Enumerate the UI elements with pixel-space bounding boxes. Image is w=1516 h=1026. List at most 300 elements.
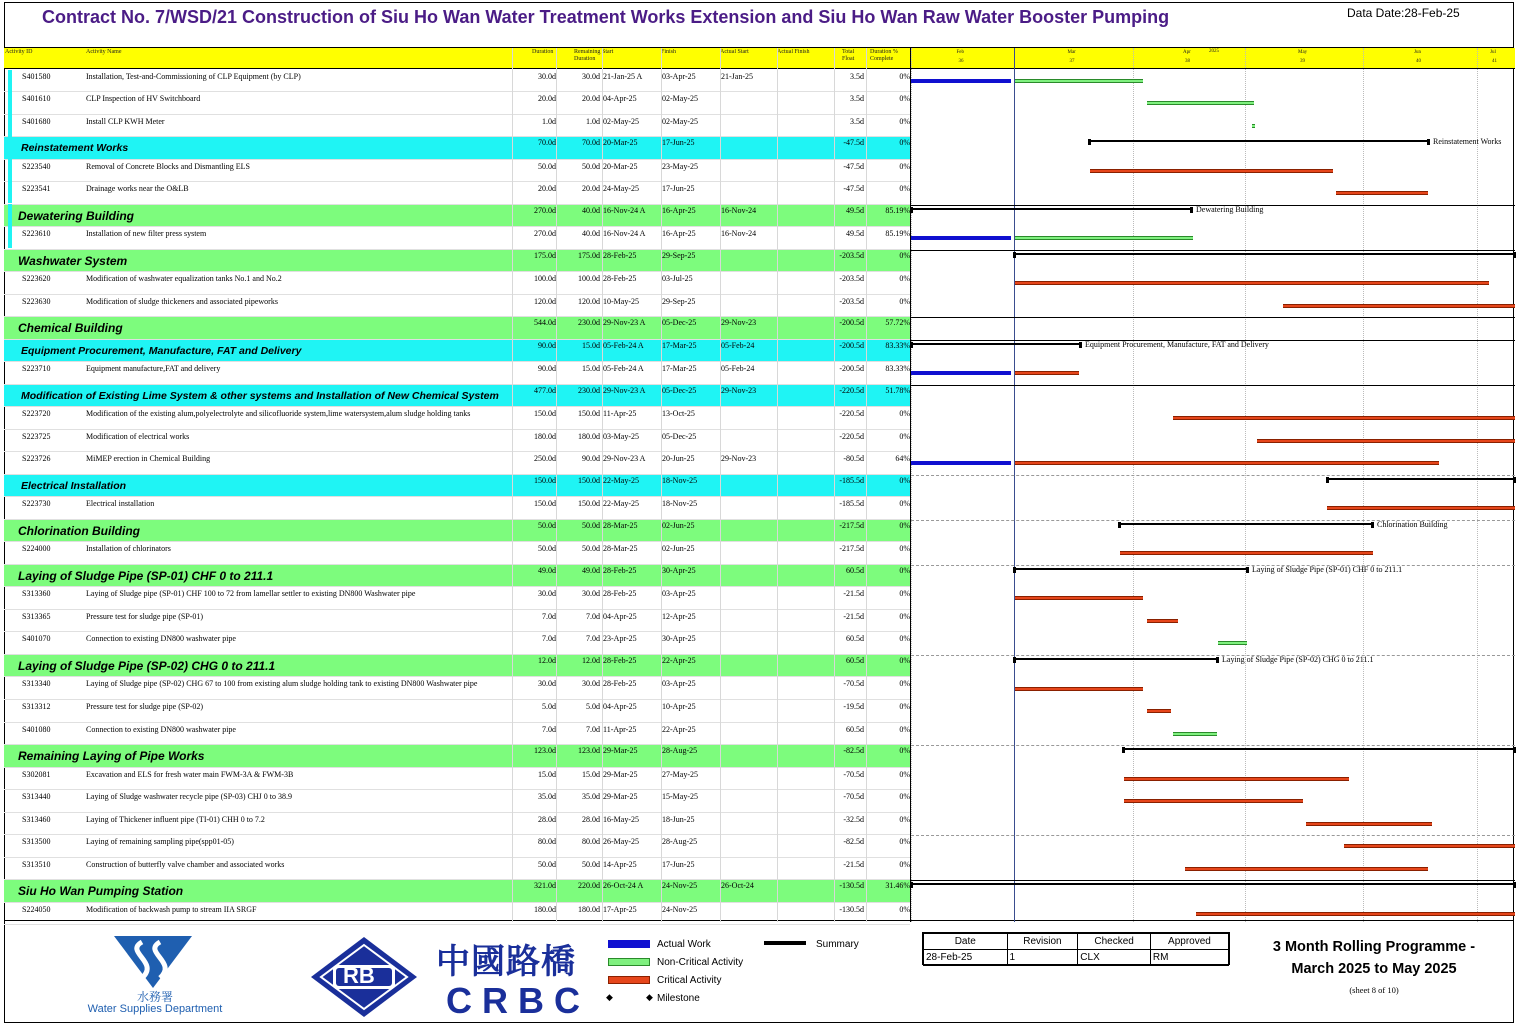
critical-bar[interactable] <box>1015 687 1143 691</box>
cell-dur: 5.0d <box>542 702 556 711</box>
cell-pct: 0% <box>899 589 910 598</box>
actual-bar[interactable] <box>911 371 1011 375</box>
activity-id: S223610 <box>22 229 51 238</box>
legend-critical: Critical Activity <box>657 975 722 986</box>
cell-rem: 180.0d <box>578 904 600 914</box>
cell-tf: -203.5d <box>839 250 864 260</box>
legend-milestone: Milestone <box>657 993 700 1004</box>
summary-label: Chlorination Building <box>1377 519 1448 529</box>
cell-dur: 180.0d <box>534 904 556 914</box>
programme-line1: 3 Month Rolling Programme - <box>1272 939 1476 955</box>
activity-id: S223540 <box>22 161 51 171</box>
section-name: Washwater System <box>18 253 128 268</box>
cell-pct: 64% <box>895 454 910 463</box>
cell-finish: 12-Apr-25 <box>662 611 696 621</box>
legend-summary-swatch <box>764 941 806 945</box>
cell-rem: 20.0d <box>582 94 600 103</box>
critical-bar[interactable] <box>1306 822 1432 826</box>
cell-dur: 90.0d <box>538 340 556 350</box>
cell-pct: 0% <box>899 724 910 734</box>
column-divider <box>661 48 662 922</box>
section-name: Laying of Sludge Pipe (SP-02) CHG 0 to 211.1 <box>18 658 276 673</box>
col-duration[interactable]: Duration <box>532 49 554 55</box>
cell-dur: 80.0d <box>538 837 556 846</box>
cell-start: 16-Nov-24 A <box>603 205 646 215</box>
cell-rem: 7.0d <box>586 634 600 643</box>
col-actual-finish[interactable]: Actual Finish <box>777 49 810 55</box>
col-activity-id[interactable]: Activity ID <box>5 49 33 55</box>
col-activity-name[interactable]: Activity Name <box>86 49 122 55</box>
section-row[interactable] <box>4 880 910 903</box>
cell-pct: 0% <box>899 475 910 485</box>
row-separator <box>911 880 1515 881</box>
cell-start: 26-May-25 <box>603 837 639 846</box>
critical-bar[interactable] <box>1015 461 1439 465</box>
cell-finish: 02-May-25 <box>662 94 698 103</box>
rev-header-revision: Revision <box>1007 934 1078 950</box>
crbc-logo <box>436 934 590 1021</box>
cell-tf: -203.5d <box>839 296 864 306</box>
activity-row[interactable] <box>4 768 910 791</box>
actual-bar[interactable] <box>911 236 1011 240</box>
cell-finish: 02-Jun-25 <box>662 544 695 553</box>
activity-name: Modification of washwater equalization tanks No.1 and No.2 <box>86 274 282 283</box>
cell-rem: 5.0d <box>586 702 600 711</box>
rev-header-checked: Checked <box>1078 934 1151 950</box>
cell-pct: 0% <box>899 520 910 530</box>
cell-tf: -220.5d <box>839 409 864 418</box>
noncritical-bar[interactable] <box>1218 641 1247 645</box>
rev-revision: 1 <box>1007 950 1078 966</box>
cell-rem: 50.0d <box>582 520 600 530</box>
cell-rem: 7.0d <box>586 611 600 621</box>
noncritical-bar[interactable] <box>1173 732 1217 736</box>
cell-tf: 3.5d <box>850 94 864 103</box>
cell-astart: 16-Nov-24 <box>721 229 757 238</box>
cell-rem: 150.0d <box>578 475 600 485</box>
critical-bar[interactable] <box>1120 551 1373 555</box>
cell-start: 29-Mar-25 <box>603 792 638 801</box>
cell-start: 20-Mar-25 <box>603 161 638 171</box>
cell-finish: 03-Jul-25 <box>662 274 693 283</box>
cell-finish: 24-Nov-25 <box>662 904 698 914</box>
activity-row[interactable] <box>4 430 910 453</box>
section-row[interactable] <box>4 745 910 768</box>
cell-dur: 12.0d <box>538 655 556 665</box>
section-row[interactable] <box>4 137 910 160</box>
cell-finish: 16-Apr-25 <box>662 205 696 215</box>
cell-rem: 12.0d <box>582 655 600 665</box>
cell-start: 02-May-25 <box>603 116 639 126</box>
activity-row[interactable] <box>4 115 910 138</box>
activity-row[interactable] <box>4 723 910 746</box>
cell-pct: 0% <box>899 184 910 193</box>
cell-rem: 230.0d <box>578 385 600 395</box>
activity-id: S223720 <box>22 409 51 418</box>
activity-id: S223620 <box>22 274 51 283</box>
activity-row[interactable] <box>4 610 910 633</box>
critical-bar[interactable] <box>1336 191 1428 195</box>
cell-pct: 0% <box>899 274 910 283</box>
cell-start: 22-May-25 <box>603 475 639 485</box>
timeline-month: Jun <box>1414 50 1421 55</box>
column-divider <box>777 48 778 922</box>
summary-bar[interactable] <box>1123 748 1515 750</box>
cell-pct: 83.33% <box>885 364 910 373</box>
cell-tf: -21.5d <box>843 611 864 621</box>
cell-pct: 83.33% <box>885 340 910 350</box>
activity-row[interactable] <box>4 903 910 926</box>
column-header <box>4 48 910 69</box>
section-name: Dewatering Building <box>18 208 135 223</box>
summary-bar[interactable] <box>911 343 1081 345</box>
row-separator <box>911 250 1515 251</box>
col-start[interactable]: Start <box>602 49 614 55</box>
cell-dur: 175.0d <box>534 250 556 260</box>
cell-start: 11-Apr-25 <box>603 724 637 734</box>
activity-row[interactable] <box>4 587 910 610</box>
critical-bar[interactable] <box>1015 281 1489 285</box>
cell-rem: 70.0d <box>582 138 600 147</box>
cell-finish: 22-Apr-25 <box>662 655 696 665</box>
row-separator <box>911 385 1515 386</box>
cell-astart: 05-Feb-24 <box>721 340 755 350</box>
cell-astart: 29-Nov-23 <box>721 318 757 327</box>
noncritical-bar[interactable] <box>1015 79 1143 83</box>
activity-name: Modification of electrical works <box>86 431 190 441</box>
timeline-panel <box>910 48 1514 922</box>
cell-finish: 27-May-25 <box>662 769 698 779</box>
cell-start: 28-Feb-25 <box>603 250 637 260</box>
cell-rem: 40.0d <box>582 229 600 238</box>
cell-rem: 230.0d <box>578 318 600 327</box>
activity-row[interactable] <box>4 70 910 92</box>
cell-tf: -200.5d <box>839 340 864 350</box>
cell-finish: 16-Apr-25 <box>662 229 696 238</box>
activity-row[interactable] <box>4 362 910 385</box>
cell-tf: -70.5d <box>843 792 864 801</box>
cell-finish: 28-Aug-25 <box>662 746 698 755</box>
cell-start: 16-Nov-24 A <box>603 229 646 238</box>
activity-name: Modification of the existing alum,polyelectrolyte and silicofluoride system,lime watersystem,alum sludge holding tanks <box>86 409 471 418</box>
cell-tf: -217.5d <box>839 520 864 530</box>
cell-pct: 0% <box>899 72 910 81</box>
cell-dur: 477.0d <box>534 385 556 395</box>
cell-pct: 0% <box>899 634 910 643</box>
noncritical-bar[interactable] <box>1252 124 1255 128</box>
section-name: Chlorination Building <box>18 523 140 538</box>
cell-rem: 120.0d <box>578 296 600 306</box>
rev-header-date: Date <box>924 934 1008 950</box>
column-divider <box>834 48 835 922</box>
timeline-header <box>911 48 1515 69</box>
cell-rem: 1.0d <box>586 116 600 126</box>
cell-rem: 180.0d <box>578 431 600 441</box>
row-separator <box>911 565 1515 566</box>
cell-tf: 60.5d <box>846 565 864 575</box>
activity-name: Laying of Sludge pipe (SP-01) CHF 100 to 72 from lamellar settler to existing DN800 Washwater pipe <box>86 589 416 598</box>
cell-finish: 02-May-25 <box>662 116 698 126</box>
cell-finish: 03-Apr-25 <box>662 589 696 598</box>
cell-dur: 15.0d <box>538 769 556 779</box>
critical-bar[interactable] <box>1196 912 1515 916</box>
section-row[interactable] <box>4 205 910 228</box>
cell-dur: 270.0d <box>534 229 556 238</box>
section-name: Electrical Installation <box>21 479 127 492</box>
col-remaining[interactable]: Remaining Duration <box>574 49 601 62</box>
activity-id: S223710 <box>22 364 51 373</box>
activity-name: Connection to existing DN800 washwater pipe <box>86 724 236 734</box>
cell-start: 20-Mar-25 <box>603 138 638 147</box>
activity-row[interactable] <box>4 542 910 565</box>
programme-title <box>1240 936 1508 980</box>
cell-start: 28-Feb-25 <box>603 565 637 575</box>
activity-row[interactable] <box>4 497 910 520</box>
cell-finish: 29-Sep-25 <box>662 250 696 260</box>
cell-pct: 57.72% <box>885 318 910 327</box>
section-row[interactable] <box>4 340 910 363</box>
activity-id: S401680 <box>22 116 51 126</box>
cell-dur: 49.0d <box>538 565 556 575</box>
activity-id: S223725 <box>22 431 51 441</box>
column-divider <box>602 48 603 922</box>
cell-rem: 50.0d <box>582 161 600 171</box>
activity-id: S223630 <box>22 296 51 306</box>
critical-bar[interactable] <box>1283 304 1515 308</box>
section-row[interactable] <box>4 250 910 273</box>
legend-summary: Summary <box>816 939 859 950</box>
col-total-float[interactable]: Total Float <box>842 49 855 62</box>
activity-id: S224000 <box>22 544 51 553</box>
cell-finish: 10-Apr-25 <box>662 702 696 711</box>
cell-finish: 17-Mar-25 <box>662 364 697 373</box>
timeline-month: Mar <box>1067 50 1076 55</box>
cell-pct: 0% <box>899 859 910 869</box>
summary-bar[interactable] <box>1089 140 1429 142</box>
activity-row[interactable] <box>4 227 910 250</box>
revision-table <box>922 932 1230 965</box>
cell-finish: 13-Oct-25 <box>662 409 695 418</box>
cell-astart: 29-Nov-23 <box>721 454 757 463</box>
cell-finish: 30-Apr-25 <box>662 565 696 575</box>
activity-id: S313460 <box>22 814 51 824</box>
summary-bar[interactable] <box>1014 253 1515 255</box>
cell-pct: 51.78% <box>885 385 910 395</box>
cell-pct: 0% <box>899 544 910 553</box>
activity-row[interactable] <box>4 182 910 205</box>
cell-start: 05-Feb-24 A <box>603 340 644 350</box>
cell-start: 10-May-25 <box>603 296 639 306</box>
cell-pct: 0% <box>899 611 910 621</box>
critical-bar[interactable] <box>1185 867 1428 871</box>
timeline-week: 37 <box>1069 59 1075 64</box>
section-row[interactable] <box>4 475 910 498</box>
activity-row[interactable] <box>4 813 910 836</box>
cell-tf: -203.5d <box>839 274 864 283</box>
critical-bar[interactable] <box>1015 371 1079 375</box>
timeline-week: 38 <box>1185 59 1190 64</box>
summary-bar[interactable] <box>1327 478 1515 480</box>
critical-bar[interactable] <box>1015 596 1143 600</box>
cell-finish: 17-Mar-25 <box>662 340 697 350</box>
activity-row[interactable] <box>4 160 910 183</box>
summary-bar[interactable] <box>1119 523 1373 525</box>
cell-pct: 0% <box>899 565 910 575</box>
summary-bar[interactable] <box>911 208 1192 210</box>
critical-bar[interactable] <box>1173 416 1515 420</box>
section-row[interactable] <box>4 565 910 588</box>
cell-pct: 0% <box>899 296 910 306</box>
cell-start: 28-Mar-25 <box>603 520 638 530</box>
activity-id: S224050 <box>22 904 51 914</box>
cell-rem: 15.0d <box>582 769 600 779</box>
cell-start: 28-Feb-25 <box>603 655 637 665</box>
activity-name: MiMEP erection in Chemical Building <box>86 454 211 463</box>
cell-astart: 21-Jan-25 <box>721 72 753 81</box>
cell-pct: 0% <box>899 431 910 441</box>
activity-id: S313365 <box>22 611 51 621</box>
cell-pct: 0% <box>899 814 910 824</box>
section-row[interactable] <box>4 385 910 408</box>
cell-pct: 0% <box>899 746 910 755</box>
noncritical-bar[interactable] <box>1147 101 1254 105</box>
section-name: Remaining Laying of Pipe Works <box>18 749 205 763</box>
activity-name: Electrical installation <box>86 499 155 508</box>
summary-label: Laying of Sludge Pipe (SP-02) CHG 0 to 211.1 <box>1222 654 1374 664</box>
activity-name: Drainage works near the O&LB <box>86 184 189 193</box>
activity-row[interactable] <box>4 700 910 723</box>
cell-tf: 49.5d <box>846 205 864 215</box>
critical-bar[interactable] <box>1147 709 1171 713</box>
activity-row[interactable] <box>4 452 910 475</box>
critical-bar[interactable] <box>1090 169 1333 173</box>
milestone-icon: ◆ <box>606 992 613 1002</box>
month-gridline <box>1363 48 1364 922</box>
section-row[interactable] <box>4 520 910 543</box>
cell-rem: 15.0d <box>582 364 600 373</box>
activity-row[interactable] <box>4 295 910 318</box>
cell-rem: 123.0d <box>578 746 600 755</box>
col-finish[interactable]: Finish <box>661 49 677 55</box>
col-pct-complete[interactable]: Duration % Complete <box>870 49 898 62</box>
activity-name: Installation of chlorinators <box>86 544 171 553</box>
month-gridline <box>1477 48 1478 922</box>
critical-bar[interactable] <box>1327 506 1515 510</box>
cell-tf: -70.5d <box>843 769 864 779</box>
noncritical-bar[interactable] <box>1015 236 1193 240</box>
timeline-week: 36 <box>958 59 964 64</box>
activity-name: Construction of butterfly valve chamber and associated works <box>86 859 285 869</box>
cell-rem: 40.0d <box>582 205 600 215</box>
activity-row[interactable] <box>4 835 910 858</box>
activity-row[interactable] <box>4 272 910 295</box>
cell-dur: 321.0d <box>534 881 556 890</box>
column-divider <box>720 48 721 922</box>
cell-tf: -185.5d <box>839 475 864 485</box>
cell-start: 14-Apr-25 <box>603 859 637 869</box>
cell-finish: 03-Apr-25 <box>662 679 696 688</box>
month-gridline <box>1245 48 1246 922</box>
cell-start: 24-May-25 <box>603 184 639 193</box>
rev-date: 28-Feb-25 <box>924 950 1008 966</box>
wsd-name-cn: 水務署 <box>136 990 173 1004</box>
critical-bar[interactable] <box>1124 777 1349 781</box>
activity-row[interactable] <box>4 632 910 655</box>
activity-row[interactable] <box>4 677 910 700</box>
summary-bar[interactable] <box>1014 568 1248 570</box>
cell-rem: 30.0d <box>582 72 600 81</box>
cell-finish: 02-Jun-25 <box>662 520 695 530</box>
cell-finish: 05-Dec-25 <box>662 385 697 395</box>
cell-tf: -82.5d <box>843 837 864 846</box>
cell-start: 11-Apr-25 <box>603 409 637 418</box>
critical-bar[interactable] <box>1147 619 1178 623</box>
legend <box>604 936 864 1022</box>
cell-dur: 180.0d <box>534 431 556 441</box>
cell-start: 17-Apr-25 <box>603 904 637 914</box>
section-row[interactable] <box>4 317 910 340</box>
cell-finish: 03-Apr-25 <box>662 72 696 81</box>
cell-finish: 23-May-25 <box>662 161 698 171</box>
cell-dur: 250.0d <box>534 454 556 463</box>
activity-id: S313340 <box>22 679 51 688</box>
cell-rem: 100.0d <box>578 274 600 283</box>
cell-start: 04-Apr-25 <box>603 611 637 621</box>
summary-bar[interactable] <box>911 883 1515 885</box>
cell-rem: 15.0d <box>582 340 600 350</box>
actual-bar[interactable] <box>911 79 1011 83</box>
col-actual-start[interactable]: Actual Start <box>720 49 749 55</box>
activity-row[interactable] <box>4 407 910 430</box>
cell-finish: 28-Aug-25 <box>662 837 698 846</box>
row-separator <box>911 655 1515 656</box>
summary-bar[interactable] <box>1014 658 1218 660</box>
cell-astart: 16-Nov-24 <box>721 205 757 215</box>
cell-tf: -21.5d <box>843 589 864 598</box>
activity-row[interactable] <box>4 790 910 813</box>
timeline-week: 39 <box>1300 59 1305 64</box>
data-date: Data Date:28-Feb-25 <box>1347 6 1460 20</box>
critical-bar[interactable] <box>1344 844 1515 848</box>
activity-name: Modification of backwash pump to stream IIA SRGF <box>86 904 257 914</box>
activity-row[interactable] <box>4 92 910 115</box>
rb-logo <box>309 935 419 1019</box>
cell-start: 03-May-25 <box>603 431 639 441</box>
cell-finish: 17-Jun-25 <box>662 859 695 869</box>
cell-finish: 18-Jun-25 <box>662 814 695 824</box>
activity-name: Install CLP KWH Meter <box>86 116 165 126</box>
cell-tf: -47.5d <box>843 138 864 147</box>
column-divider <box>866 48 867 922</box>
rb-logo-text: RB <box>343 963 375 988</box>
section-row[interactable] <box>4 655 910 678</box>
cell-dur: 7.0d <box>542 634 556 643</box>
actual-bar[interactable] <box>911 461 1011 465</box>
timeline-month: Feb <box>956 50 964 55</box>
cell-dur: 544.0d <box>534 318 556 327</box>
critical-bar[interactable] <box>1124 799 1303 803</box>
cell-dur: 50.0d <box>538 859 556 869</box>
cell-start: 23-Apr-25 <box>603 634 637 643</box>
wsd-logo <box>80 932 230 1022</box>
activity-row[interactable] <box>4 858 910 881</box>
cell-tf: 3.5d <box>850 116 864 126</box>
summary-label: Laying of Sludge Pipe (SP-01) CHF 0 to 211.1 <box>1252 564 1403 574</box>
section-name: Siu Ho Wan Pumping Station <box>18 884 184 898</box>
page-title: Contract No. 7/WSD/21 Construction of Siu Ho Wan Water Treatment Works Extension and Siu Ho Wan Raw Water Booster Pumping <box>42 7 1170 27</box>
critical-bar[interactable] <box>1257 439 1515 443</box>
cell-dur: 7.0d <box>542 724 556 734</box>
